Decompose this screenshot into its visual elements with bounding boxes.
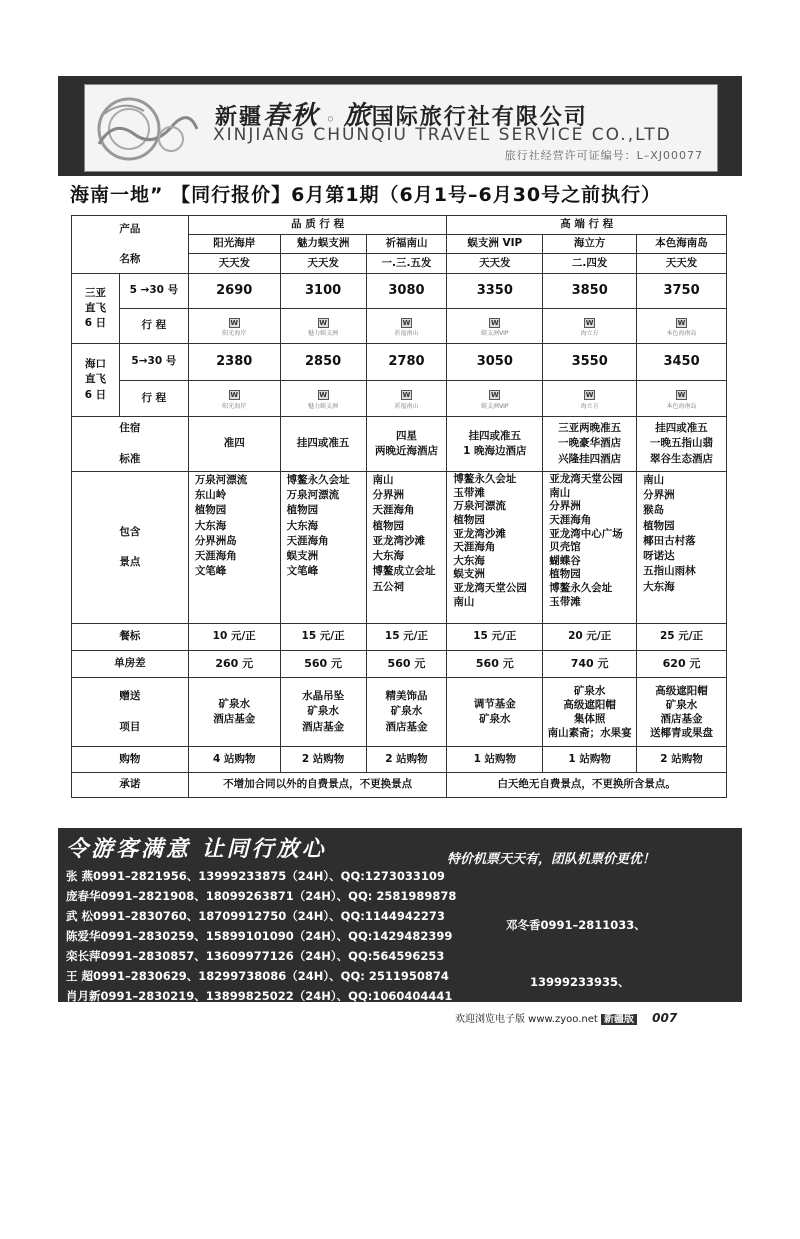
- word-doc-icon: W: [319, 318, 327, 327]
- contact-list: [66, 866, 456, 1006]
- itinerary-link[interactable]: W 本色海南岛: [637, 309, 727, 344]
- gift-cell: 高级遮阳帽 矿泉水 酒店基金 送椰青或果盘: [637, 678, 727, 747]
- contact-line: 栾长萍0991–2830857、13609977126（24H）、QQ:564596253: [66, 949, 445, 963]
- word-doc-icon: W: [490, 318, 499, 327]
- itinerary-link[interactable]: W 蜈支洲VIP: [447, 309, 543, 344]
- meal-cell: 15 元/正: [447, 624, 543, 651]
- gift-cell: 调节基金 矿泉水: [447, 678, 543, 747]
- shop-cell: 1 站购物: [447, 747, 543, 773]
- contact-line: 18099263870、: [506, 1146, 630, 1160]
- spots-cell: 博鳌永久会址 万泉河漂流 植物园 大东海 天涯海角 蜈支洲 文笔峰: [280, 472, 366, 624]
- product-name-header: 产品 名称: [72, 216, 189, 274]
- sanya-price: 3080: [366, 274, 447, 309]
- promise-label: 承诺: [72, 773, 189, 798]
- shop-label: 购物: [72, 747, 189, 773]
- price-table: [71, 215, 727, 798]
- sanya-dates: 5 →30 号: [119, 274, 188, 309]
- word-doc-icon: W: [585, 391, 594, 400]
- spots-cell: 南山 分界洲 猴岛 植物园 椰田古村落 呀诺达 五指山雨林 大东海: [637, 472, 727, 624]
- haikou-price: 2380: [188, 344, 280, 381]
- word-doc-icon: W: [490, 391, 499, 400]
- departure: 二.四发: [543, 254, 637, 274]
- word-doc-icon: W: [319, 391, 327, 400]
- route-name: 魅力蜈支洲: [280, 235, 366, 254]
- contact-line: 庞春华0991–2821908、18099263871（24H）、QQ: 2581989878: [66, 889, 457, 903]
- itinerary-link[interactable]: W 魅力蜈支洲: [280, 309, 366, 344]
- departure: 天天发: [637, 254, 727, 274]
- slogan: 令游客满意 让同行放心: [66, 837, 327, 862]
- group-high-header: 高 端 行 程: [447, 216, 727, 235]
- route-name: 本色海南岛: [637, 235, 727, 254]
- shop-cell: 2 站购物: [366, 747, 447, 773]
- sanya-price: 3750: [637, 274, 727, 309]
- promise-quality: 不增加合同以外的自费景点，不更换景点: [188, 773, 447, 798]
- contact-line: QQ:1084179339: [506, 1032, 635, 1046]
- haikou-price: 3550: [543, 344, 637, 381]
- footer: [455, 1010, 677, 1025]
- meal-cell: 15 元/正: [280, 624, 366, 651]
- shop-cell: 2 站购物: [280, 747, 366, 773]
- contact-line: 陈爱华0991–2830259、15899101090（24H）、QQ:1429482399: [66, 929, 453, 943]
- company-name-en: XINJIANG CHUNQIU TRAVEL SERVICE CO.,LTD: [213, 125, 672, 145]
- word-doc-icon: W: [585, 318, 594, 327]
- contact-line: 武 松0991–2830760、18709912750（24H）、QQ:1144942273: [66, 909, 445, 923]
- departure: 天天发: [280, 254, 366, 274]
- hotel-cell: 挂四或准五: [280, 417, 366, 472]
- sanya-price: 3350: [447, 274, 543, 309]
- contact-line: 贾 敏0991–2811055、: [506, 1089, 647, 1103]
- edition-badge: 新疆版: [601, 1014, 637, 1025]
- hotel-cell: 三亚两晚准五 一晚豪华酒店 兴隆挂四酒店: [543, 417, 637, 472]
- spots-cell: 博鳌永久会址 玉带滩 万泉河漂流 植物园 亚龙湾沙滩 天涯海角 大东海 蜈支洲 亚龙湾天堂公园 南山: [447, 472, 543, 624]
- spots-label: 包含 景点: [72, 472, 189, 624]
- itinerary-label: 行 程: [119, 381, 188, 417]
- haikou-dates: 5→30 号: [119, 344, 188, 381]
- word-doc-icon: W: [402, 391, 411, 400]
- shop-cell: 1 站购物: [543, 747, 637, 773]
- single-cell: 620 元: [637, 651, 727, 678]
- haikou-price: 2850: [280, 344, 366, 381]
- meal-cell: 15 元/正: [366, 624, 447, 651]
- word-doc-icon: W: [402, 318, 411, 327]
- haikou-price: 3050: [447, 344, 543, 381]
- cloud-swirl-logo-icon: [89, 89, 201, 169]
- sanya-price: 3850: [543, 274, 637, 309]
- sanya-label: 三亚 直飞 6 日: [72, 274, 120, 344]
- sanya-price: 3100: [280, 274, 366, 309]
- haikou-price: 3450: [637, 344, 727, 381]
- contact-list-ticket: [506, 878, 646, 1239]
- itinerary-link[interactable]: W 祈福南山: [366, 309, 447, 344]
- spots-cell: 万泉河漂流 东山岭 植物园 大东海 分界洲岛 天涯海角 文笔峰: [188, 472, 280, 624]
- departure: 一.三.五发: [366, 254, 447, 274]
- gift-label: 赠送 项目: [72, 678, 189, 747]
- page-title: 海南一地” 【同行报价】6月第1期（6月1号–6月30号之前执行）: [70, 184, 662, 206]
- single-cell: 560 元: [447, 651, 543, 678]
- page-number: 007: [652, 1011, 678, 1025]
- word-doc-icon: W: [230, 391, 239, 400]
- route-name: 蜈支洲 VIP: [447, 235, 543, 254]
- single-cell: 740 元: [543, 651, 637, 678]
- hotel-cell: 准四: [188, 417, 280, 472]
- gift-cell: 水晶吊坠 矿泉水 酒店基金: [280, 678, 366, 747]
- hotel-cell: 挂四或准五 一晚五指山翡 翠谷生态酒店: [637, 417, 727, 472]
- haikou-price: 2780: [366, 344, 447, 381]
- meal-cell: 20 元/正: [543, 624, 637, 651]
- single-label: 单房差: [72, 651, 189, 678]
- logo-banner: [84, 84, 718, 172]
- itinerary-link[interactable]: W 海立方: [543, 381, 637, 417]
- group-quality-header: 品 质 行 程: [188, 216, 447, 235]
- spots-cell: 亚龙湾天堂公园 南山 分界洲 天涯海角 亚龙湾中心广场 贝壳馆 蝴蝶谷 植物园 博鳌永久会址 玉带滩: [543, 472, 637, 624]
- itinerary-link[interactable]: W 本色海南岛: [637, 381, 727, 417]
- itinerary-link[interactable]: W 蜈支洲VIP: [447, 381, 543, 417]
- license-number: 旅行社经营许可证编号：L–XJ00077: [504, 149, 703, 162]
- single-cell: 560 元: [280, 651, 366, 678]
- gift-cell: 矿泉水 高级遮阳帽 集体照 南山素斋；水果宴: [543, 678, 637, 747]
- contact-line: 王 超0991–2830629、18299738086（24H）、QQ: 2511950874: [66, 969, 449, 983]
- shop-cell: 4 站购物: [188, 747, 280, 773]
- contact-line: 张 燕0991–2821956、13999233875（24H）、QQ:1273033109: [66, 869, 445, 883]
- company-name-cn: 新疆春秋 ◦ 旅国际旅行社有限公司: [215, 101, 588, 131]
- meal-cell: 10 元/正: [188, 624, 280, 651]
- itinerary-link[interactable]: W 祈福南山: [366, 381, 447, 417]
- word-doc-icon: W: [677, 318, 686, 327]
- hotel-label: 住宿 标准: [72, 417, 189, 472]
- word-doc-icon: W: [677, 391, 686, 400]
- gift-cell: 精美饰品 矿泉水 酒店基金: [366, 678, 447, 747]
- single-cell: 260 元: [188, 651, 280, 678]
- route-name: 祈福南山: [366, 235, 447, 254]
- itinerary-label: 行 程: [119, 309, 188, 344]
- promise-high: 白天绝无自费景点，不更换所含景点。: [447, 773, 727, 798]
- gift-cell: 矿泉水 酒店基金: [188, 678, 280, 747]
- itinerary-link[interactable]: W 阳光海岸: [188, 309, 280, 344]
- route-name: 海立方: [543, 235, 637, 254]
- single-cell: 560 元: [366, 651, 447, 678]
- route-name: 阳光海岸: [188, 235, 280, 254]
- contact-line: 肖月新0991–2830219、13899825022（24H）、QQ:1060404441: [66, 989, 453, 1003]
- departure: 天天发: [188, 254, 280, 274]
- meal-cell: 25 元/正: [637, 624, 727, 651]
- itinerary-link[interactable]: W 阳光海岸: [188, 381, 280, 417]
- itinerary-link[interactable]: W 魅力蜈支洲: [280, 381, 366, 417]
- shop-cell: 2 站购物: [637, 747, 727, 773]
- itinerary-link[interactable]: W 海立方: [543, 309, 637, 344]
- contact-line: 邓冬香0991–2811033、: [506, 918, 646, 932]
- haikou-label: 海口 直飞 6 日: [72, 344, 120, 417]
- contact-line: 13999233935、: [506, 975, 630, 989]
- footer-text: 欢迎浏览电子版 www.zyoo.net: [455, 1014, 598, 1025]
- contact-line: QQ:1073697663: [506, 1203, 635, 1217]
- departure: 天天发: [447, 254, 543, 274]
- hotel-cell: 挂四或准五 1 晚海边酒店: [447, 417, 543, 472]
- hotel-cell: 四星 两晚近海酒店: [366, 417, 447, 472]
- word-doc-icon: W: [230, 318, 239, 327]
- spots-cell: 南山 分界洲 天涯海角 植物园 亚龙湾沙滩 大东海 博鳌成立会址 五公祠: [366, 472, 447, 624]
- ticket-slogan: 特价机票天天有，团队机票价更优！: [447, 852, 656, 867]
- meal-label: 餐标: [72, 624, 189, 651]
- sanya-price: 2690: [188, 274, 280, 309]
